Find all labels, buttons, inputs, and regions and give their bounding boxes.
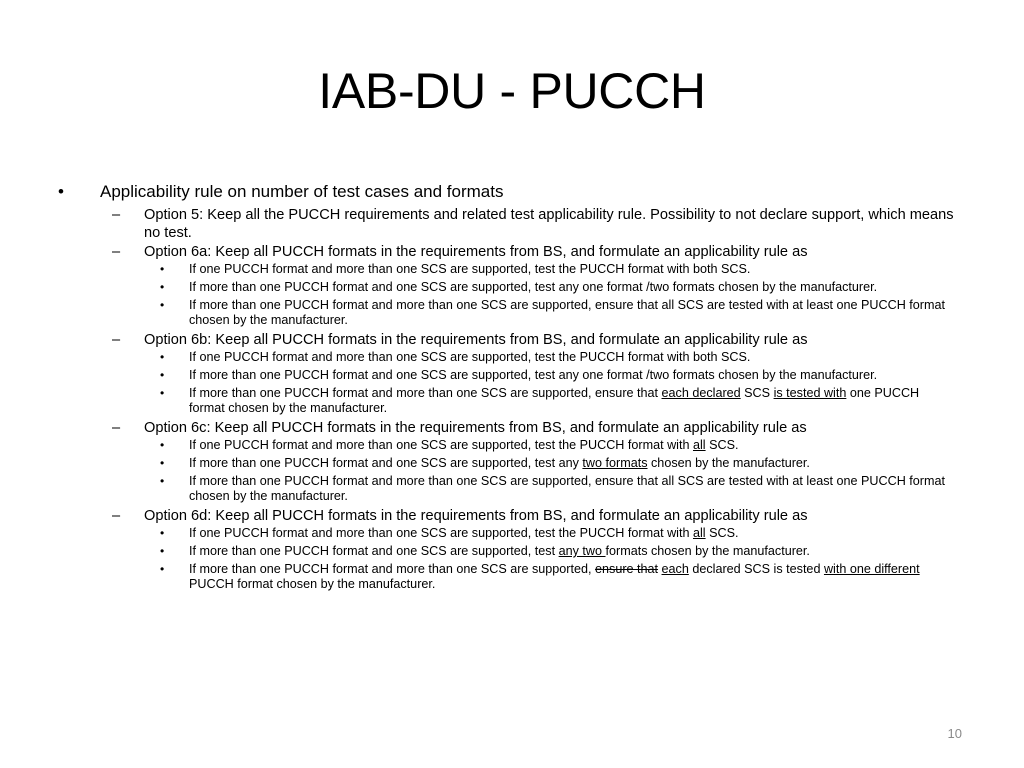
slide-content (58, 181, 958, 595)
option-5 (58, 206, 958, 242)
option-6d-label: Option 6d: Keep all PUCCH formats in the requirements from BS, and formulate an applicability rule as (144, 508, 808, 524)
dash-marker: – (112, 244, 121, 260)
item-text: If one PUCCH format and more than one SCS are supported, test the PUCCH format with (189, 438, 693, 452)
page-number: 10 (947, 726, 962, 741)
underlined-text: two formats (582, 456, 648, 470)
option-6a-items (144, 262, 958, 328)
item-text: If more than one PUCCH format and one SCS are supported, test (189, 544, 559, 558)
list-item (58, 298, 958, 328)
bullet-marker: • (160, 386, 165, 400)
item-text: PUCCH format chosen by the manufacturer. (189, 577, 436, 591)
main-bullet-text: Applicability rule on number of test cases and formats (100, 182, 504, 201)
option-6a (58, 243, 958, 328)
dash-marker: – (112, 420, 121, 436)
underlined-text: each declared (661, 386, 741, 400)
option-6b-label: Option 6b: Keep all PUCCH formats in the requirements from BS, and formulate an applicability rule as (144, 332, 808, 348)
list-item (58, 438, 958, 453)
list-item (58, 368, 958, 383)
list-item (58, 280, 958, 295)
bullet-marker: • (160, 474, 165, 488)
dash-marker: – (112, 332, 121, 348)
item-text: declared SCS is tested (688, 562, 824, 576)
dash-marker: – (112, 207, 121, 223)
bullet-marker: • (160, 526, 165, 540)
option-6c-label: Option 6c: Keep all PUCCH formats in the requirements from BS, and formulate an applicability rule as (144, 420, 807, 436)
item-text: one PUCCH format chosen by the manufacturer. (189, 386, 920, 415)
item-text: SCS. (705, 526, 739, 540)
item-text: If more than one PUCCH format and one SCS are supported, test any (189, 456, 583, 470)
bullet-marker: • (160, 298, 165, 312)
option-6c-items (144, 438, 958, 504)
list-item (58, 386, 958, 416)
item-text: formats chosen by the manufacturer. (605, 544, 810, 558)
option-5-text: Option 5: Keep all the PUCCH requirements and related test applicability rule. Possibility to not declare support, which means no test. (144, 207, 954, 241)
item-text: If more than one PUCCH format and more than one SCS are supported, ensure that all SCS are tested with at least one PUCCH format chosen by the manufacturer. (189, 298, 945, 327)
list-item (58, 350, 958, 365)
underlined-text: is tested with (773, 386, 847, 400)
bullet-marker: • (160, 368, 165, 382)
underlined-text: with one different (823, 562, 920, 576)
item-text: If more than one PUCCH format and more than one SCS are supported, (189, 562, 596, 576)
option-6d (58, 507, 958, 592)
bullet-marker: • (160, 262, 165, 276)
item-text: If more than one PUCCH format and more than one SCS are supported, ensure that (189, 386, 662, 400)
strikethrough-text: ensure that (595, 562, 659, 576)
list-item (58, 456, 958, 471)
list-item (58, 562, 958, 592)
item-text: If more than one PUCCH format and more than one SCS are supported, ensure that all SCS are tested with at least one PUCCH format chosen by the manufacturer. (189, 474, 945, 503)
bullet-marker: • (160, 438, 165, 452)
dash-marker: – (112, 508, 121, 524)
item-text: If one PUCCH format and more than one SCS are supported, test the PUCCH format with both SCS. (189, 350, 751, 364)
bullet-marker: • (58, 182, 64, 201)
option-6c (58, 419, 958, 504)
list-item (58, 544, 958, 559)
item-text: SCS. (705, 438, 739, 452)
list-item (58, 526, 958, 541)
option-6b-items (144, 350, 958, 416)
main-bullet (58, 181, 958, 592)
option-6a-label: Option 6a: Keep all PUCCH formats in the requirements from BS, and formulate an applicability rule as (144, 244, 808, 260)
underlined-text: all (692, 526, 706, 540)
item-text: If one PUCCH format and more than one SCS are supported, test the PUCCH format with (189, 526, 693, 540)
bullet-marker: • (160, 350, 165, 364)
item-text: chosen by the manufacturer. (647, 456, 810, 470)
bullet-marker: • (160, 544, 165, 558)
list-item (58, 262, 958, 277)
options-list (100, 206, 958, 592)
item-text: If one PUCCH format and more than one SCS are supported, test the PUCCH format with both SCS. (189, 262, 751, 276)
option-6d-items (144, 526, 958, 592)
bullet-marker: • (160, 456, 165, 470)
bullet-marker: • (160, 562, 165, 576)
item-text: If more than one PUCCH format and one SCS are supported, test any one format /two formats chosen by the manufacturer. (189, 280, 878, 294)
option-6b (58, 331, 958, 416)
bullet-marker: • (160, 280, 165, 294)
underlined-text: all (692, 438, 706, 452)
underlined-text: any two (558, 544, 606, 558)
item-text: SCS (740, 386, 774, 400)
slide-title: IAB-DU - PUCCH (318, 63, 706, 119)
item-text: If more than one PUCCH format and one SCS are supported, test any one format /two formats chosen by the manufacturer. (189, 368, 878, 382)
list-item (58, 474, 958, 504)
underlined-text: each (661, 562, 689, 576)
